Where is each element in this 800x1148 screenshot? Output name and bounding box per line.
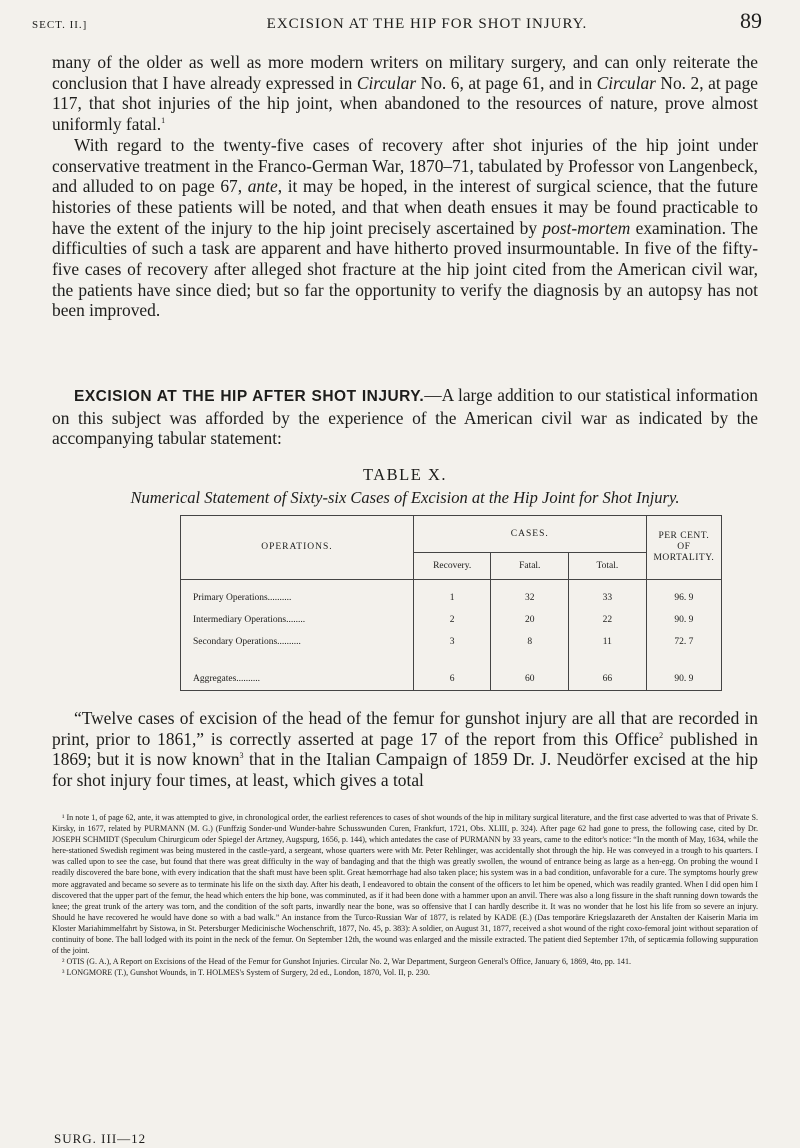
running-head bbox=[32, 8, 762, 34]
section-marker: SECT. II.] bbox=[32, 19, 88, 31]
page-number: 89 bbox=[740, 8, 762, 33]
header-recovery: Recovery. bbox=[413, 553, 491, 580]
paragraph-2 bbox=[52, 385, 758, 449]
paragraph-1-text-a: many of the older as well as more modern writers on military surgery, and can only reiterate the conclusion that I have already expressed in bbox=[52, 52, 758, 93]
circular-ref-1: Circular bbox=[356, 72, 417, 93]
mortality-table bbox=[180, 515, 722, 691]
cell-pct: 90. 9 bbox=[646, 668, 721, 690]
row-label: Primary Operations.......... bbox=[181, 588, 414, 610]
header-pct-line-3: MORTALITY. bbox=[653, 552, 715, 563]
row-label: Intermediary Operations........ bbox=[181, 609, 414, 631]
section-heading: EXCISION AT THE HIP AFTER SHOT INJURY. bbox=[74, 388, 425, 405]
cell-fatal: 20 bbox=[491, 609, 569, 631]
cell-pct: 90. 9 bbox=[646, 609, 721, 631]
paragraph-1-text-f: examination. The difficulties of such a task are apparent and have hitherto proved insurmountable. In five of the fifty-five cases of recovery after alleged shot fracture at the hip joint cited from the American civil war, the patients have since died; but so far the opportunity to verify the diagnosis by an autopsy has not been improved. bbox=[52, 217, 759, 321]
header-operations: OPERATIONS. bbox=[181, 516, 414, 580]
row-label: Secondary Operations.......... bbox=[181, 631, 414, 653]
header-mortality bbox=[646, 516, 721, 580]
table-row bbox=[181, 631, 722, 653]
table-caption: Numerical Statement of Sixty-six Cases of Excision at the Hip Joint for Shot Injury. bbox=[130, 488, 680, 507]
cell-pct: 96. 9 bbox=[646, 588, 721, 610]
paragraph-1b bbox=[52, 135, 758, 321]
footnote-3: ³ LONGMORE (T.), Gunshot Wounds, in T. HOLMES's System of Surgery, 2d ed., London, 1870, Vol. II, p. 230. bbox=[62, 968, 430, 978]
footnote-marker-2[interactable]: 2 bbox=[659, 730, 664, 740]
cell-total: 33 bbox=[569, 588, 647, 610]
cell-recovery: 6 bbox=[413, 668, 491, 690]
cell-total: 22 bbox=[569, 609, 647, 631]
footnote-2: ² OTIS (G. A.), A Report on Excisions of the Head of the Femur for Gunshot Injuries. Circular No. 2, War Department, Surgeon General's Office, January 6, 1869, 4to, pp. 141. bbox=[62, 957, 632, 967]
table-row-aggregate bbox=[181, 668, 722, 690]
header-pct-line-2: OF bbox=[677, 541, 691, 552]
running-title: EXCISION AT THE HIP FOR SHOT INJURY. bbox=[266, 16, 588, 32]
paragraph-3 bbox=[52, 708, 758, 791]
paragraph-3-text-b: published in 1869; but it is now known bbox=[52, 728, 758, 770]
cell-total: 11 bbox=[569, 631, 647, 653]
signature-mark: SURG. III—12 bbox=[54, 1131, 147, 1146]
header-fatal: Fatal. bbox=[491, 553, 569, 580]
footnote-marker-1[interactable]: 1 bbox=[161, 116, 166, 126]
row-label: Aggregates.......... bbox=[181, 668, 414, 690]
table-row bbox=[181, 609, 722, 631]
table-title: TABLE X. bbox=[362, 465, 447, 484]
cell-fatal: 8 bbox=[491, 631, 569, 653]
cell-fatal: 32 bbox=[491, 588, 569, 610]
circular-ref-2: Circular bbox=[596, 72, 656, 93]
cell-pct: 72. 7 bbox=[646, 631, 721, 653]
footnotes bbox=[52, 812, 758, 978]
paragraph-2-text: —A large addition to our statistical information on this subject was afforded by the experience of the American civil war as indicated by the accompanying tabular statement: bbox=[52, 385, 758, 449]
paragraph-1-text-e: , it may be hoped, in the interest of surgical science, that the future histories of these patients will be noted, and that when death ensues it may be found practicable to have the extent of the injury to the hip joint precisely ascertained by bbox=[52, 176, 758, 238]
paragraph-3-text-a: “Twelve cases of excision of the head of the femur for gunshot injury are all that are recorded in print, prior to 1861,” is correctly asserted at page 17 of the report from this Office bbox=[52, 708, 758, 749]
header-pct-line-1: PER CENT. bbox=[658, 530, 710, 541]
paragraph-1-text-d: With regard to the twenty-five cases of recovery after shot injuries of the hip joint under conservative treatment in the Franco-German War, 1870–71, tabulated by Professor von Langenbeck, and alluded to on page 67, bbox=[52, 134, 758, 197]
cell-fatal: 60 bbox=[491, 668, 569, 690]
header-cases: CASES. bbox=[413, 516, 646, 553]
cell-total: 66 bbox=[569, 668, 647, 690]
cell-recovery: 1 bbox=[413, 588, 491, 610]
paragraph-1 bbox=[52, 52, 758, 321]
footnote-marker-3[interactable]: 3 bbox=[239, 751, 244, 761]
ante-ref: ante bbox=[247, 176, 278, 197]
table-row bbox=[181, 588, 722, 610]
post-mortem-term: post-mortem bbox=[542, 217, 631, 238]
cell-recovery: 3 bbox=[413, 631, 491, 653]
footnote-1: ¹ In note 1, of page 62, ante, it was attempted to give, in chronological order, the earliest references to cases of shot wounds of the hip in military surgical literature, and the first case adverted to was that of Private S. Kirsky, in 1677, related by PURMANN (M. G.) (Funffzig Sonder-und Wunder-bahre Schusswunden Curen, Frankfurt, 1721, Obs. XLIII, p. 324). After page 62 had gone to press, the following case, cited by Dr. JOSEPH SCHMIDT (Speculum Chirurgicum oder Spiegel der Artzney, Augspurg, 1656, p. 144), which antedates the case of PURMANN by 33 years, came to the editor's notice: “In the month of May, 1634, while the here-stationed Swedish regiment was being mustered in the castle-yard, a sergeant, whose quarters were with Mr. Peter Rehlinger, was accidentally shot through the hip. He was conveyed in a trough to his quarters. I was called upon to see the case, but found that there was great difficulty in the way of bandaging and that the thigh was greatly swollen, the wound of entrance being as large as a hen-egg. On probing the wound I readily discovered the bare bone, with every indication that the shaft must have been split. Great hæmorrhage had also taken place; his system was in a bad condition, unfavorable for a cure. The symptoms hourly grew more aggravated and became so severe as to terminate his life on the sixth day. After his death, I endeavored to obtain the consent of the officers to let him be opened, which was readily granted. When I did open him I discovered that the upper part of the femur, the head which enters the hip bone, was comminuted, as if it had been done with a hammer upon an anvil. There was also a long fissure in the shaft running down towards the knee; the great trunk of the artery was torn, and the condition of the soft parts, inwardly near the bone, was so offensive that I can hardly describe it. It was no wonder that he lost his life from so severe an injury. Should he have recovered he would have done so with a bad walk.” An instance from the Turco-Russian War of 1877, is related by KADE (E.) (Das temporäre Kriegslazareth der Anstalten der Kaiserin Maria im Kloster Mariahimmelfahrt by Sistowa, in St. Petersburger Medicinische Wochenschrift, 1877, No. 45, p. 383): A soldier, on August 31, 1877, received a shot wound of the right coxo-femoral joint without separation of continuity of bone. The ball lodged with its point in the neck of the femur. On September 12th, the wound was enlarged and the missile extracted. The patient died September 17th, of septicæmia following suppuration of the joint. bbox=[52, 813, 758, 956]
paragraph-3-text-c: that in the Italian Campaign of 1859 Dr. J. Neudörfer excised at the hip for shot injury four times, at least, which gives a total bbox=[52, 749, 758, 791]
paragraph-1-text-c: No. 2, at page 117, that shot injuries of the hip joint, when abandoned to the resources of nature, prove almost uniformly fatal. bbox=[52, 72, 758, 135]
cell-recovery: 2 bbox=[413, 609, 491, 631]
paragraph-1-text-b: No. 6, at page 61, and in bbox=[416, 72, 597, 93]
header-total: Total. bbox=[569, 553, 647, 580]
